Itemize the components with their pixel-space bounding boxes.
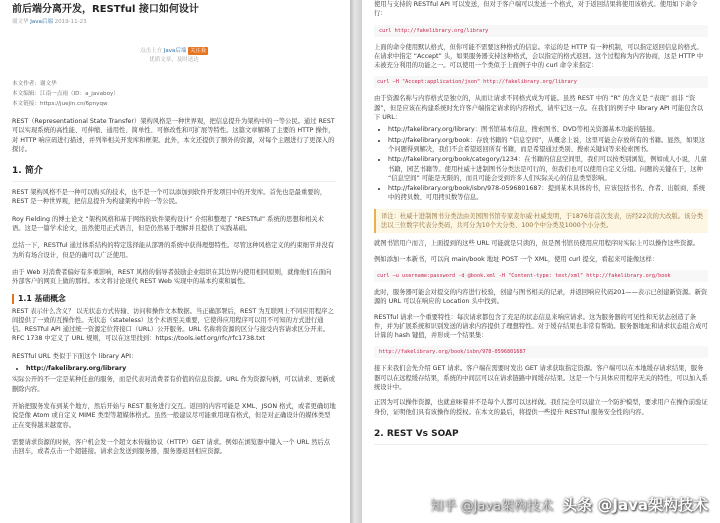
- paragraph: 使用与支持的 RESTful API 可以发送，但对于客户端可以发送一个格式，对于返回结果将使用该格式。使用如下命令行：: [374, 1, 698, 18]
- paragraph: Roy Fielding 的博士论文 “架构风格和基于网络的软件架构设计” 介绍和整理了 “RESTful” 系统的思想和相关术语。这是一篇学术论文，虽然使用正式语言，但是仍然易于理解并且提供了实践基础。: [12, 215, 324, 233]
- paragraph: 总结一下，RESTful 通过体系结构的特定选择能从部署的系统中获得理想特性。尽管这种风格定义的约束细节并没有为所有场合设计，但是的确可以广泛使用。: [12, 242, 335, 259]
- paragraph: 此时，服务器可能会对提交的内容进行校验，创建与图书相关的记录，并返回响应代码201——表示已创建新资源。新资源的 URL 可以在响应的 Location 头中找到。: [374, 288, 708, 306]
- paragraph: REST 架构风格不是一种可以购买的技术，也不是一个可以添加到软件开发项目中的开发库。首先也是最重要的，REST 是一种世界观，把信息提升为构建架构中的一等公民。: [12, 189, 327, 206]
- article-page-right: [362, 0, 720, 523]
- list-item: • http://fakelibrary.org/book：存放书籍的 “信息空间”，从概念上说，这里可能会存放所有的书籍。显然，如果这个问题得到解决，我们不会希望返回所有书籍，而是希望通过类别、搜索关键词等来检索图书。: [388, 136, 708, 155]
- paragraph: 由于 Web 对消费者偏好有多重影响，REST 风格的倡导者鼓励企业组织在其边界内使用相同原则，就像他们在面向外部客户的网页上做的那样。本文将讨论现代 REST Web 实现中的基本约束和属性。: [12, 268, 332, 286]
- paragraph: 实际公开的不一定是某种任意的服务，而是代表对消费者有价值的信息资源。URL 作为资源句柄，可以请求、更新或删除内容。: [12, 376, 336, 393]
- paragraph: 上面的命令使用默认格式，但你可能不需要这种格式的信息。幸运的是 HTTP 有一种机制，可以指定返回信息的格式。在请求中指定 “Accept” 头，如果服务器支持这种格式，会以指定的格式返回。这个过程称为内容协商，这是 HTTP 中未被充分利用的功能之一。可以使用一个类似于上面例子中的 curl 命令来指定：: [374, 43, 704, 70]
- translator-note: [374, 209, 708, 234]
- publish-date: 2019-11-23: [54, 19, 87, 25]
- intro-paragraph: REST（Representational State Transfer）架构风格是一种世界观，把信息提升为架构中的一等公民。通过 REST 可以实现系统的高性能、可伸缩、通用性、简单性、可修改性和可扩展等特性。这篇文章解释了主要的 HTTP 操作，对 HTTP 响应码进行描述，并列举相关开发库和框架。此外，本文还提供了额外的资源，对每个主题进行了更深入的探讨。: [12, 118, 335, 153]
- list-item: • http://fakelibrary.org/book/isbn/978-0596801687：提到某本具体的书，应该包括书名、作者、出版商、系统中的拷贝数、可用拷贝数等信息。: [388, 184, 708, 203]
- list-item: • http://fakelibrary.org/book/category/1234：在书籍的信息空间里，我们可以按类别浏览，例如成人小说，儿童书籍，园艺书籍等。使用杜威十进制图书分类法是可行的，但我们也可以使用自定义分组。问题的关键在于，这种 “信息空间” 可能是无限的，而且可能会受到许多人们实际关心的信息类型影响。: [388, 155, 708, 183]
- follow-account-link[interactable]: Java后端: [163, 48, 187, 54]
- note-text: 译注：杜威十进制图书分类法由美国图书馆专家麦尔威·杜威发明，于1876年首次发表，历经22次的大改版。该分类法以三位数字代表分类码，共可分为10个大分类、100个中分类及1000个小分类。: [381, 212, 703, 230]
- list-item: • http://fakelibrary.org/library：图书馆基本信息，搜索图书、DVD等相关资源基本功能的链接。: [388, 125, 708, 134]
- url-text[interactable]: http://fakelibrary.org/library: [26, 365, 127, 373]
- watermark-toutiao: 头条 @Java架构技术: [562, 496, 708, 514]
- info-link[interactable]: 本文链接：https://juejin.cn/6pnyqw: [12, 101, 108, 107]
- paragraph: 开始把服务发布到某个地方，然后开始与 REST 服务进行交互。返回的内容可能是 XML、JSON 格式，或者更确切地说是像 Atom 或自定义 MIME 类型等超媒体格式。虽然一般建议尽可能重用现有格式，但是对正确设计的媒体类型正在变得越来越宽容。: [12, 402, 336, 429]
- url-list: [374, 125, 708, 202]
- paragraph: 需要请求资源的时候，客户机会发一个超文本传输协议（HTTP）GET 请求。例如在浏览器中键入一个 URL 然后点击回车，或者点击一个超链接。请求会发送到服务器，服务器返回相应资源。: [12, 438, 331, 456]
- code-snippet: http://fakelibrary.org/book/isbn/978-0596801687: [374, 346, 708, 358]
- section-heading-rest-vs-soap: 2. REST Vs SOAP: [374, 429, 708, 445]
- paragraph: 就图书馆用户而言，上面提到的这些 URL 可能就是只读的，但是图书馆员使用应用程序时实际上可以操作这些资源。: [374, 240, 700, 248]
- paragraph: RESTful URL 类似于下面这个 library API：: [12, 352, 138, 360]
- code-snippet: curl http://fakelibrary.org/library: [374, 25, 708, 37]
- paragraph: REST 表示什么含义？ 以无状态方式传输、访问和操作文本数据。当正确部署后，REST 为互联网上不同应用程序之间提供了一致的互操作性。无状态（stateless）这个术语至关重要，它使得应用程序可以用不可知的方式进行通信。RESTful API 通过统一资源定位符接口（URL）公开服务。URL 名称将资源的区分与接受内容请求区分开来。RFC 1738 中定义了 URL 规则，可以在这里找到：https://tools.ietf.org/rfc/rfc1738.txt: [12, 307, 334, 343]
- watermark: [430, 494, 708, 515]
- paragraph: 正因为可以操作资源，也就意味着并不是每个人都可以这样做。我们完全可以建立一个防护模型，要求用户在操作前验证身份，证明他们具有该操作的授权。在本文的最后，将提供一些提升 RESTful 服务安全性的内容。: [374, 399, 708, 416]
- follow-subtitle: 优质文章，及时送达: [149, 57, 199, 63]
- paragraph: 例如添加一本新书，可以向 main/book 地址 POST 一个 XML，使用 curl 提交，看起来可能像这样：: [374, 255, 659, 263]
- subsection-heading-basics: 1.1 基础概念: [12, 294, 336, 304]
- paragraph: 接下来我们会先介绍 GET 请求。客户端在需要时发出 GET 请求获取指定资源。客户端可以在本地缓存请求结果，服务器可以在远程缓存结果，系统的中间层可以在请求链路中间缓存结果。这是一个与具体应用程序无关的特性，可以加入系统设计中。: [374, 365, 708, 392]
- code-snippet: curl –H "Accept:application/json" http://fakelibrary.org/library: [374, 76, 708, 88]
- article-title: 前后端分离开发，RESTful 接口如何设计: [12, 4, 199, 15]
- follow-prefix: 点击上方: [139, 48, 162, 54]
- article-meta: [12, 17, 336, 25]
- list-item: [26, 364, 336, 373]
- paragraph: 由于资源名称与内容格式是独立的，从而让请求不同格式成为可能。虽然 REST 中的 “R” 的含义是 “表现” 而非 “资源”，但是应该在构建系统时允许客户端指定请求的内容格式，请牢记这一点。在我们的例子中 library API 可能包含以下 URL：: [374, 95, 704, 122]
- follow-badge[interactable]: 关注我: [190, 48, 207, 54]
- category-link[interactable]: Java后端: [30, 19, 53, 25]
- page-gutter: [350, 0, 362, 523]
- follow-banner: [12, 47, 336, 65]
- info-source: 本文编辑：江南一点雨（ID：a_javaboy）: [12, 91, 119, 97]
- article-page-left: [0, 0, 350, 523]
- url-list: [12, 364, 336, 373]
- section-heading-intro: 1. 简介: [12, 166, 336, 182]
- article-info: [12, 79, 336, 109]
- code-snippet: curl –u username:password -d @book.xml -H "Content-type: text/xml" http://fakelibrary.org/book: [374, 270, 708, 282]
- watermark-zhihu: 知乎 @Java架构技术: [430, 499, 553, 514]
- author-name[interactable]: 谢文华: [12, 19, 29, 25]
- paragraph: RESTful 请求一个重要特性：每次请求都包含了充足的状态信息来响应请求。这为服务器的可见性和无状态创造了条件，并为扩展系统和识别发送的请求内容提供了理想特性。对于缓存结果也非常有帮助。服务器地址和请求状态组合成可计算的 hash 键值，并形成一个结果集：: [374, 313, 708, 340]
- info-author: 本文作者：谢文华: [12, 81, 57, 87]
